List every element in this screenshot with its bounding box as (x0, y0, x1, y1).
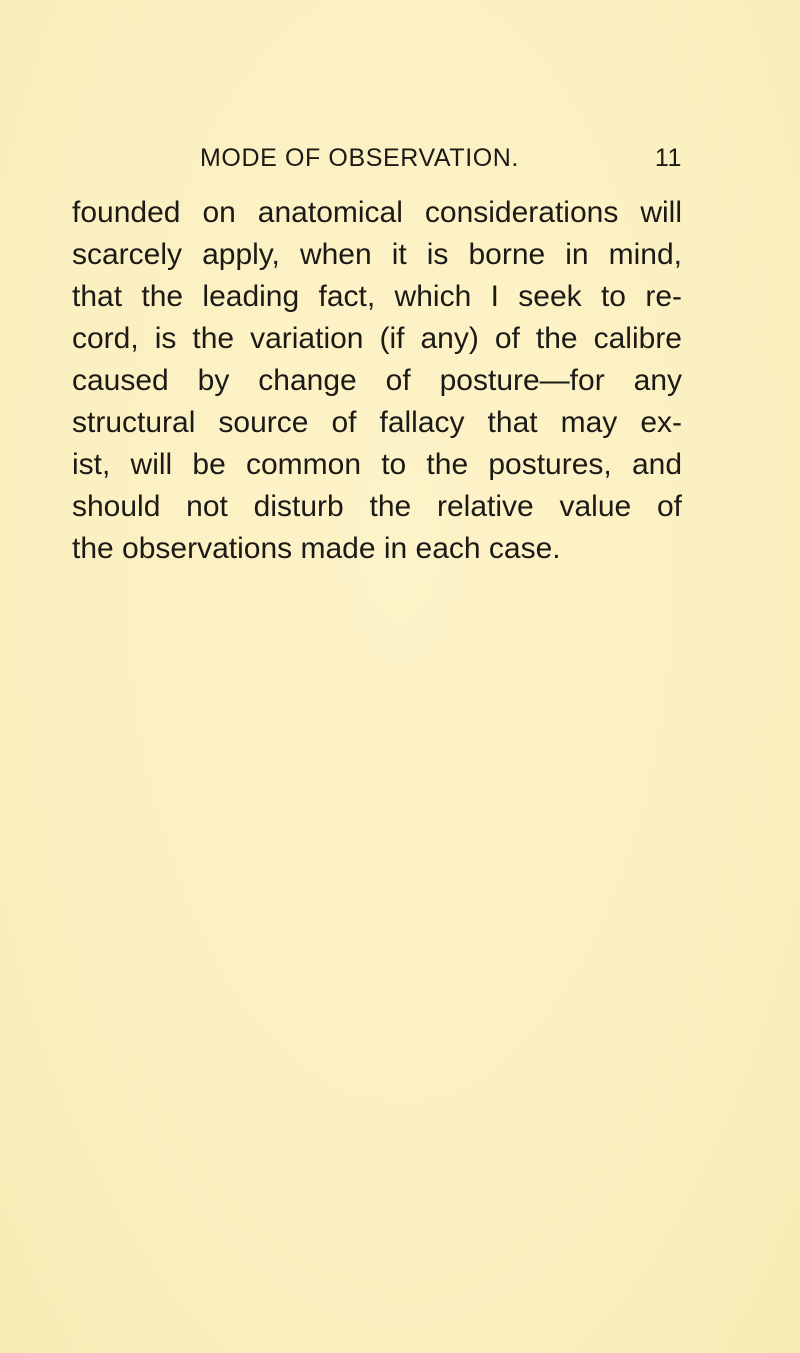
text-line: should not disturb the relative value of (72, 490, 682, 523)
running-head (200, 144, 682, 180)
page-number: 11 (654, 144, 682, 172)
body-paragraph (72, 192, 682, 570)
text-line: that the leading fact, which I seek to re- (72, 280, 682, 313)
text-line: caused by change of posture—for any (72, 364, 682, 397)
text-line: founded on anatomical considerations will (72, 196, 682, 229)
text-line-last: the observations made in each case. (72, 532, 561, 565)
running-title: MODE OF OBSERVATION. (200, 144, 519, 172)
text-line: structural source of fallacy that may ex- (72, 406, 682, 439)
text-line: cord, is the variation (if any) of the calibre (72, 322, 682, 355)
text-line: ist, will be common to the postures, and (72, 448, 682, 481)
text-line: scarcely apply, when it is borne in mind, (72, 238, 682, 271)
